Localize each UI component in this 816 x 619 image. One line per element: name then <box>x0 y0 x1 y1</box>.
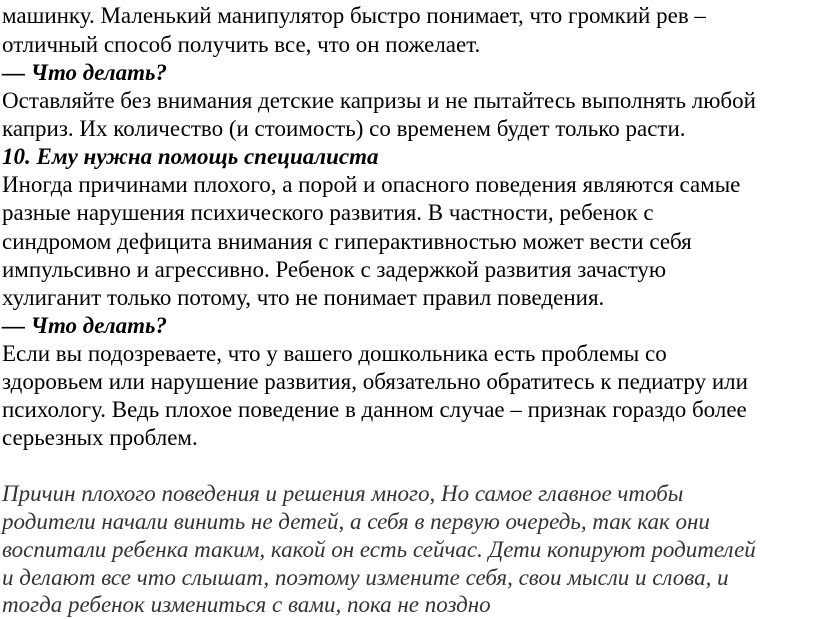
section-10-line-1: Иногда причинами плохого, а порой и опасного поведения являются самые <box>2 172 741 197</box>
intro-line-1: машинку. Маленький манипулятор быстро понимает, что громкий рев – <box>2 3 706 28</box>
conclusion-line-1: Причин плохого поведения и решения много, Но самое главное чтобы <box>2 481 684 506</box>
conclusion-line-5: тогда ребенок измениться с вами, пока не поздно <box>2 592 491 617</box>
conclusion-line-4: и делают все что слышат, поэтому измените себя, свои мысли и слова, и <box>2 565 729 590</box>
conclusion-line-3: воспитали ребенка таким, какой он есть сейчас. Дети копируют родителей <box>2 537 756 562</box>
advice-1-line-2: каприз. Их количество (и стоимость) со временем будет только расти. <box>2 116 686 141</box>
advice-1-line-1: Оставляйте без внимания детские капризы и не пытайтесь выполнять любой <box>2 88 756 113</box>
section-10-line-4: импульсивно и агрессивно. Ребенок с задержкой развития зачастую <box>2 257 667 282</box>
advice-2-line-3: психологу. Ведь плохое поведение в данном случае – признак гораздо более <box>2 397 747 422</box>
advice-2-line-2: здоровьем или нарушение развития, обязательно обратитесь к педиатру или <box>2 369 748 394</box>
what-to-do-heading-1: — Что делать? <box>2 60 168 85</box>
advice-2-line-4: серьезных проблем. <box>2 425 198 450</box>
what-to-do-heading-2: — Что делать? <box>2 313 168 338</box>
section-10-line-3: синдромом дефицита внимания с гиперактивностью может вести себя <box>2 229 692 254</box>
section-10-line-5: хулиганит только потому, что не понимает правил поведения. <box>2 285 605 310</box>
section-10-line-2: разные нарушения психического развития. В частности, ребенок с <box>2 200 654 225</box>
intro-line-2: отличный способ получить все, что он пожелает. <box>2 32 481 57</box>
conclusion-line-2: родители начали винить не детей, а себя в первую очередь, так как они <box>2 509 710 534</box>
advice-2-line-1: Если вы подозреваете, что у вашего дошкольника есть проблемы со <box>2 341 667 366</box>
section-10-heading: 10. Ему нужна помощь специалиста <box>2 144 379 169</box>
